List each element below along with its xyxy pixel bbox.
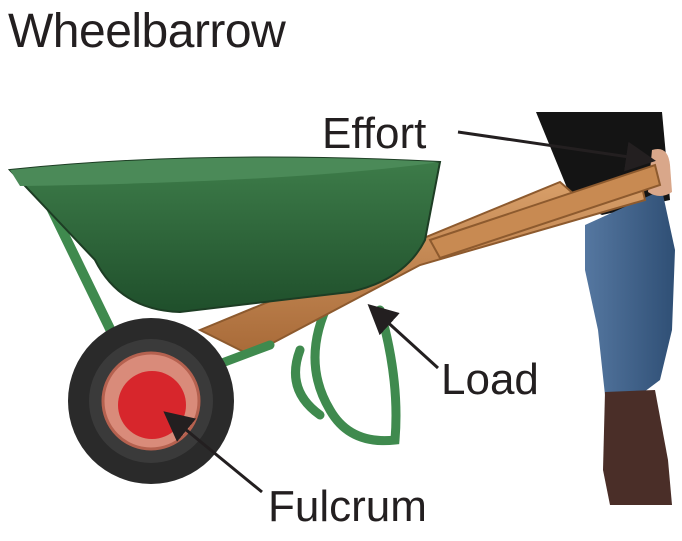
person-jeans <box>585 190 675 395</box>
load-arrow-icon <box>372 308 438 368</box>
fulcrum-label: Fulcrum <box>268 482 427 531</box>
effort-label: Effort <box>322 109 427 158</box>
diagram-title: Wheelbarrow <box>8 5 286 58</box>
person-boot <box>603 390 672 505</box>
fulcrum-marker <box>118 371 186 439</box>
wheelbarrow-wheel <box>68 318 234 484</box>
load-label: Load <box>441 355 539 404</box>
